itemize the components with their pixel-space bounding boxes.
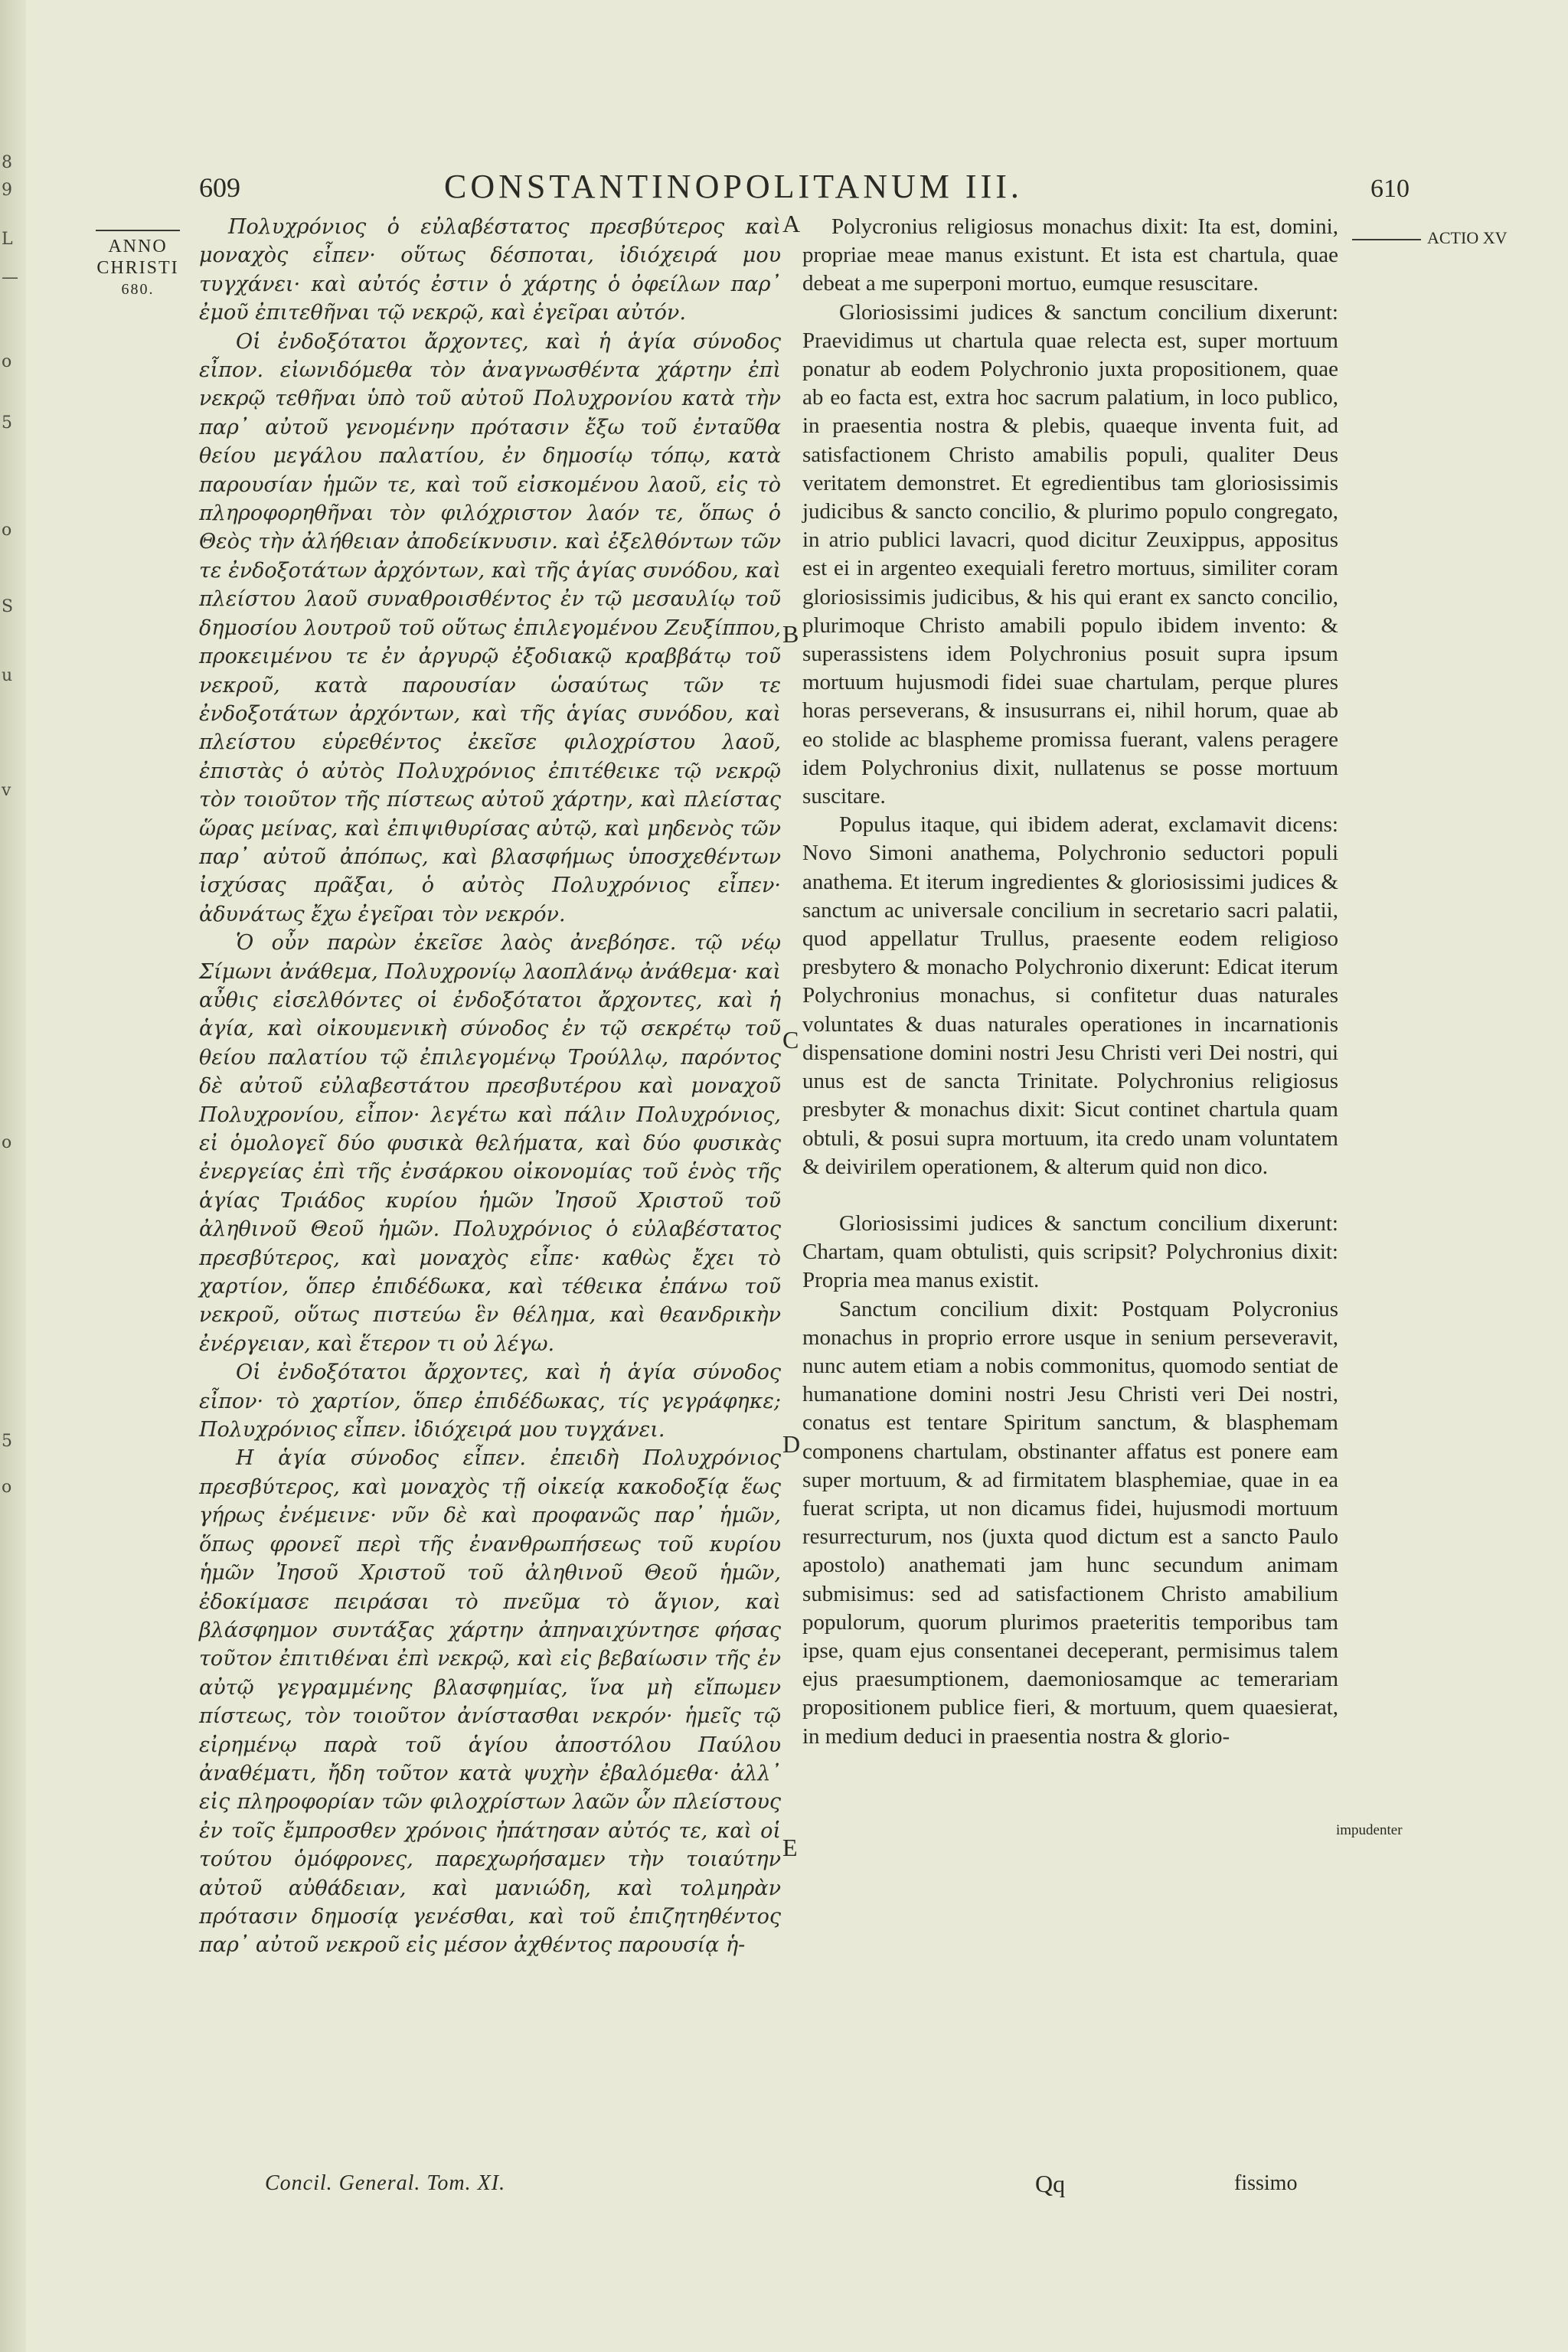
latin-column — [802, 213, 1338, 1751]
margin-rule — [96, 230, 180, 231]
margin-note-impudenter: impudenter — [1336, 1822, 1403, 1838]
latin-paragraph: Populus itaque, qui ibidem aderat, exclamavit dicens: Novo Simoni anathema, Polychronio seductori populi anathema. Et iterum ingredientes & gloriosissimi judices & sanctum ac universale concilium in secretario sacri palatii, quod appellatur Trullus, praesente eodem religioso presbytero & monacho Polychronio dixerunt: Edicat iterum Polychronius monachus, si confitetur duas naturales voluntates & duas naturales operationes in incarnationis dispensatione domini nostri Jesu Christi veri Dei nostri, qui unus est de sancta Trinitate. Polychronius religiosus presbyter & monachus dixit: Sicut continet chartula quam obtuli, & posui supra mortuum, ita credo unam voluntatem & deivirilem operationem, & alterum quid non dico. — [802, 812, 1338, 1179]
latin-paragraph: Gloriosissimi judices & sanctum concilium dixerunt: Praevidimus ut chartula quae relecta est, super mortuum ponatur ab eodem Polychronio juxta propositionem, quae ab eo facta est, extra hoc sacrum palatium, in loco publico, in praesentia nostra & plebis, quaeque inventa fuit, ad satisfactionem Christo amabilis populi, qualiter Deus veritatem demonstret. Et egredientibus tam gloriosissimis judicibus & sancto concilio, & plurimo populo congregato, in atrio publici lavacri, quod dicitur Zeuxippus, appositus est ei in argenteo exequiali feretro mortuus, similiter coram gloriosissimis judicibus, & his qui erant ex sancto concilio, plurimoque Christo amabili populo ibidem invento: & superassistens idem Polychronius posuit supra ipsum mortuum hujusmodi fidei suae chartulam, perque plures horas perseverans, & insusurrans ei, nihil horum, quae ab eo stolide ac blaspheme promissa fuerant, valens peragere idem Polychronius dixit, nullatenus se posse mortuum suscitare. — [802, 299, 1338, 809]
greek-column — [199, 213, 781, 1960]
edge-fragment: o — [2, 1133, 12, 1152]
latin-paragraph: Gloriosissimi judices & sanctum concilium dixerunt: Chartam, quam obtulisti, quis scripsit? Polychronius dixit: Propria mea manus existit. — [802, 1210, 1338, 1293]
edge-fragment: u — [2, 666, 13, 685]
edge-fragment: 5 — [2, 413, 12, 433]
edge-fragment: S — [2, 597, 14, 616]
edge-fragment: o — [2, 1478, 12, 1497]
section-letter-e: E — [782, 1834, 798, 1861]
edge-fragment: o — [2, 352, 12, 371]
page-number-left: 609 — [199, 172, 240, 203]
edge-fragment: 9 — [2, 181, 12, 200]
greek-paragraph: Πολυχρόνιος ὁ εὐλαβέστατος πρεσβύτερος καὶ μοναχὸς εἶπεν· οὕτως δέσποται, ἰδιόχειρά μου τυγχάνει· καὶ αὐτός ἐστιν ὁ χάρτης ὁ ὀφείλων παρ᾽ ἐμοῦ ἐπιτεθῆναι τῷ νεκρῷ, καὶ ἐγεῖραι αὐτόν. — [199, 215, 781, 325]
signature-mark: Qq — [1035, 2170, 1066, 2197]
actio-label: ACTIO XV — [1427, 228, 1508, 247]
section-letter-a: A — [782, 210, 801, 237]
margin-note-actio — [1352, 228, 1559, 248]
edge-fragment: v — [2, 781, 11, 800]
margin-christi: CHRISTI — [96, 258, 179, 278]
page-header — [0, 167, 1568, 213]
latin-paragraph: Polycronius religiosus monachus dixit: Ita est, domini, propriae meae manus existunt. Et ista est chartula, quae debeat a me superponi mortuo, eumque resuscitare. — [802, 214, 1338, 296]
margin-note-year — [84, 230, 191, 300]
page-edge — [0, 0, 26, 2352]
edge-fragment: 5 — [2, 1432, 12, 1451]
running-title: CONSTANTINOPOLITANUM III. — [444, 168, 1023, 205]
margin-year: 680. — [121, 281, 155, 298]
section-letter-d: D — [782, 1430, 801, 1458]
edge-fragment: o — [2, 521, 12, 540]
latin-paragraph: Sanctum concilium dixit: Postquam Polycronius monachus in proprio errore usque in senium perseveravit, nunc autem etiam a nobis commonitus, quomodo sentiat de humanatione domini nostri Jesu Christi veri Dei nostri, conatus est tentare Spiritum sanctum, & blasphemam componens chartulam, obstinanter affatus est ponere eam super mortuum, & ad firmitatem blasphemiae, quae in ea fuerat scripta, ut non dicamus fidei, hujusmodi mortuum resurrecturum, nos (juxta quod dictum est a sancto Paulo apostolo) anathemati jam hunc secundum animam submisimus: sed ad satisfactionem Christo amabilium populorum, quorum plurimos praeteritis temporibus tam ipse, quam ejus consentanei deceperant, permisimus talem ejus praesumptionem, daemoniosamque ac temerariam propositionem publice fieri, & mortuum, quem quaesierat, in medium deduci in praesentia nostra & glorio- — [802, 1296, 1338, 1749]
margin-anno: ANNO — [108, 237, 168, 256]
section-letter-c: C — [782, 1026, 799, 1054]
greek-paragraph: Οἱ ἐνδοξότατοι ἄρχοντες, καὶ ἡ ἁγία σύνοδος εἶπον· τὸ χαρτίον, ὅπερ ἐπιδέδωκας, τίς γεγράφηκε; Πολυχρόνιος εἶπεν. ἰδιόχειρά μου τυγχάνει. — [199, 1361, 781, 1442]
paragraph-gap — [802, 1181, 1338, 1210]
catchword: fissimo — [1234, 2171, 1298, 2195]
edge-fragment: 8 — [2, 153, 12, 172]
edge-fragment: L — [2, 230, 13, 249]
greek-paragraph: Ὁ οὖν παρὼν ἐκεῖσε λαὸς ἀνεβόησε. τῷ νέῳ Σίμωνι ἀνάθεμα, Πολυχρονίῳ λαοπλάνῳ ἀνάθεμα· καὶ αὖθις εἰσελθόντες οἱ ἐνδοξότατοι ἄρχοντες, καὶ ἡ ἁγία, καὶ οἰκουμενικὴ σύνοδος ἐν τῷ σεκρέτῳ τοῦ θείου παλατίου τῷ ἐπιλεγομένῳ Τρούλλῳ, παρόντος δὲ αὐτοῦ εὐλαβεστάτου πρεσβυτέρου καὶ μοναχοῦ Πολυχρονίου, εἶπον· λεγέτω καὶ πάλιν Πολυχρόνιος, εἰ ὁμολογεῖ δύο φυσικὰ θελήματα, καὶ δύο φυσικὰς ἐνεργείας ἐπὶ τῆς ἐνσάρκου οἰκονομίας τοῦ ἑνὸς τῆς ἁγίας Τριάδος κυρίου ἡμῶν Ἰησοῦ Χριστοῦ τοῦ ἀληθινοῦ Θεοῦ ἡμῶν. Πολυχρόνιος ὁ εὐλαβέστατος πρεσβύτερος, καὶ μοναχὸς εἶπε· καθὼς ἔχει τὸ χαρτίον, ὅπερ ἐπιδέδωκα, καὶ τέθεικα ἐπάνω τοῦ νεκροῦ, οὕτως πιστεύω ἓν θέλημα, καὶ θεανδρικὴν ἐνέργειαν, καὶ ἕτερον τι οὐ λέγω. — [199, 931, 781, 1356]
greek-paragraph: Οἱ ἐνδοξότατοι ἄρχοντες, καὶ ἡ ἁγία σύνοδος εἶπον. εἰωνιδόμεθα τὸν ἀναγνωσθέντα χάρτην ἐπὶ νεκρῷ τεθῆναι ὑπὸ τοῦ αὐτοῦ Πολυχρονίου κατὰ τὴν παρ᾽ αὐτοῦ γενομένην πρότασιν ἔξω τοῦ ἐνταῦθα θείου μεγάλου παλατίου, ἐν δημοσίῳ τόπῳ, κατὰ παρουσίαν ἡμῶν τε, καὶ τοῦ εἰσκομένου λαοῦ, εἰς τὸ πληροφορηθῆναι τὸν φιλόχριστον λαόν τε, ὅπως ὁ Θεὸς τὴν ἀλήθειαν ἀποδείκνυσιν. καὶ ἐξελθόντων τῶν τε ἐνδοξοτάτων ἀρχόντων, καὶ τῆς ἁγίας συνόδου, καὶ πλείστου λαοῦ συναθροισθέντος ἐν τῷ μεσαυλίῳ τοῦ δημοσίου λουτροῦ τοῦ οὕτως ἐπιλεγομένου Ζευξίππου, προκειμένου τε ἐν ἀργυρῷ ἐξοδιακῷ κραββάτῳ τοῦ νεκροῦ, κατὰ παρουσίαν ὡσαύτως τῶν τε ἐνδοξοτάτων ἀρχόντων, καὶ τῆς ἁγίας συνόδου, καὶ πλείστου εὑρεθέντος ἐκεῖσε φιλοχρίστου λαοῦ, ἐπιστὰς ὁ αὐτὸς Πολυχρόνιος ἐπιτέθεικε τῷ νεκρῷ τὸν τοιοῦτον τῆς πίστεως αὐτοῦ χάρτην, καὶ πλείστας ὥρας μείνας, καὶ ἐπιψιθυρίσας αὐτῷ, καὶ μηδενὸς τῶν παρ᾽ αὐτοῦ ἀπόπως, καὶ βλασφήμως ὑποσχεθέντων ἰσχύσας πρᾶξαι, ὁ αὐτὸς Πολυχρόνιος εἶπεν· ἀδυνάτως ἔχω ἐγεῖραι τὸν νεκρόν. — [199, 329, 781, 926]
margin-dash — [1352, 239, 1421, 240]
edge-fragment: — — [2, 268, 18, 287]
greek-paragraph: Η ἁγία σύνοδος εἶπεν. ἐπειδὴ Πολυχρόνιος πρεσβύτερος, καὶ μοναχὸς τῇ οἰκείᾳ κακοδοξίᾳ ἕως γήρως ἐνέμεινε· νῦν δὲ καὶ προφανῶς παρ᾽ ἡμῶν, ὅπως φρονεῖ περὶ τῆς ἐνανθρωπήσεως τοῦ κυρίου ἡμῶν Ἰησοῦ Χριστοῦ τοῦ ἀληθινοῦ Θεοῦ ἡμῶν, ἐδοκίμασε πειράσαι τὸ πνεῦμα τὸ ἅγιον, καὶ βλάσφημον συντάξας χάρτην ἀπηναιχύντησε φήσας τοῦτον ἐπιτιθέναι ἐπὶ νεκρῷ, καὶ εἰς βεβαίωσιν τῆς ἐν αὐτῷ γεγραμμένης βλασφημίας, ἵνα μὴ εἴπωμεν πίστεως, τὸν τοιοῦτον ἀνίστασθαι νεκρόν· ἡμεῖς τῷ εἰρημένῳ παρὰ τοῦ ἁγίου ἀποστόλου Παύλου ἀναθέματι, ἤδη τοῦτον κατὰ ψυχὴν ἐβαλόμεθα· ἀλλ᾽ εἰς πληροφορίαν τῶν φιλοχρίστων λαῶν ὧν πλείστους ἐν τοῖς ἔμπροσθεν χρόνοις ἠπάτησαν αὐτός τε, καὶ οἱ τούτου ὁμόφρονες, παρεχωρήσαμεν τὴν τοιαύτην αὐτοῦ αὐθάδειαν, καὶ μανιώδη, καὶ τολμηρὰν πρότασιν δημοσίᾳ γενέσθαι, καὶ τοῦ ἐπιζητηθέντος παρ᾽ αὐτοῦ νεκροῦ εἰς μέσον ἀχθέντος παρουσίᾳ ἡ- — [199, 1446, 781, 1958]
footer-volume: Concil. General. Tom. XI. — [265, 2171, 506, 2195]
page-number-right: 610 — [1370, 175, 1410, 203]
section-letter-b: B — [782, 620, 799, 648]
